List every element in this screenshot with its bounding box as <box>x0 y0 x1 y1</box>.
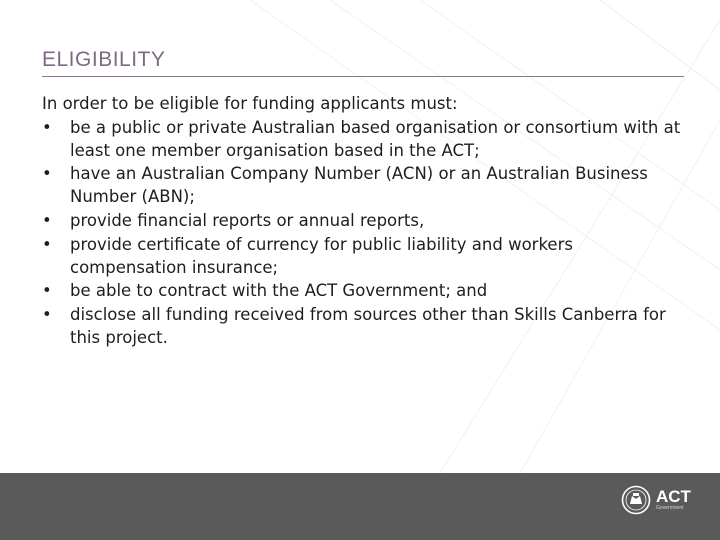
slide-title: ELIGIBILITY <box>42 48 166 71</box>
list-item-text: provide certificate of currency for public liability and workers compensation insurance; <box>70 234 573 277</box>
bullet-icon: • <box>42 210 52 230</box>
bullet-icon: • <box>42 164 52 184</box>
list-item-text: disclose all funding received from sources other than Skills Canberra for this project. <box>70 305 666 347</box>
logo-text-group <box>656 488 691 512</box>
list-item <box>42 234 682 280</box>
bullet-icon: • <box>42 234 52 254</box>
list-item <box>42 210 682 233</box>
act-crest-icon <box>621 485 651 515</box>
logo-wordmark: ACT <box>656 487 691 506</box>
intro-text: In order to be eligible for funding applicants must: <box>42 94 458 113</box>
footer-bar <box>0 473 720 540</box>
slide-body <box>42 93 682 351</box>
title-divider <box>42 76 684 77</box>
bullet-icon: • <box>42 117 52 137</box>
list-item-text: have an Australian Company Number (ACN) or an Australian Business Number (ABN); <box>70 164 648 207</box>
list-item-text: be able to contract with the ACT Government; and <box>70 281 488 301</box>
bullet-icon: • <box>42 281 52 301</box>
list-item-text: provide financial reports or annual reports, <box>70 210 425 230</box>
list-item <box>42 163 682 209</box>
act-government-logo <box>621 483 691 517</box>
eligibility-list <box>42 117 682 350</box>
bullet-icon: • <box>42 305 52 325</box>
logo-subtext: Government <box>656 505 684 511</box>
list-item-text: be a public or private Australian based organisation or consortium with at least one member organisation based in the ACT; <box>70 117 681 160</box>
list-item <box>42 280 682 303</box>
list-item <box>42 117 682 163</box>
list-item <box>42 304 682 350</box>
